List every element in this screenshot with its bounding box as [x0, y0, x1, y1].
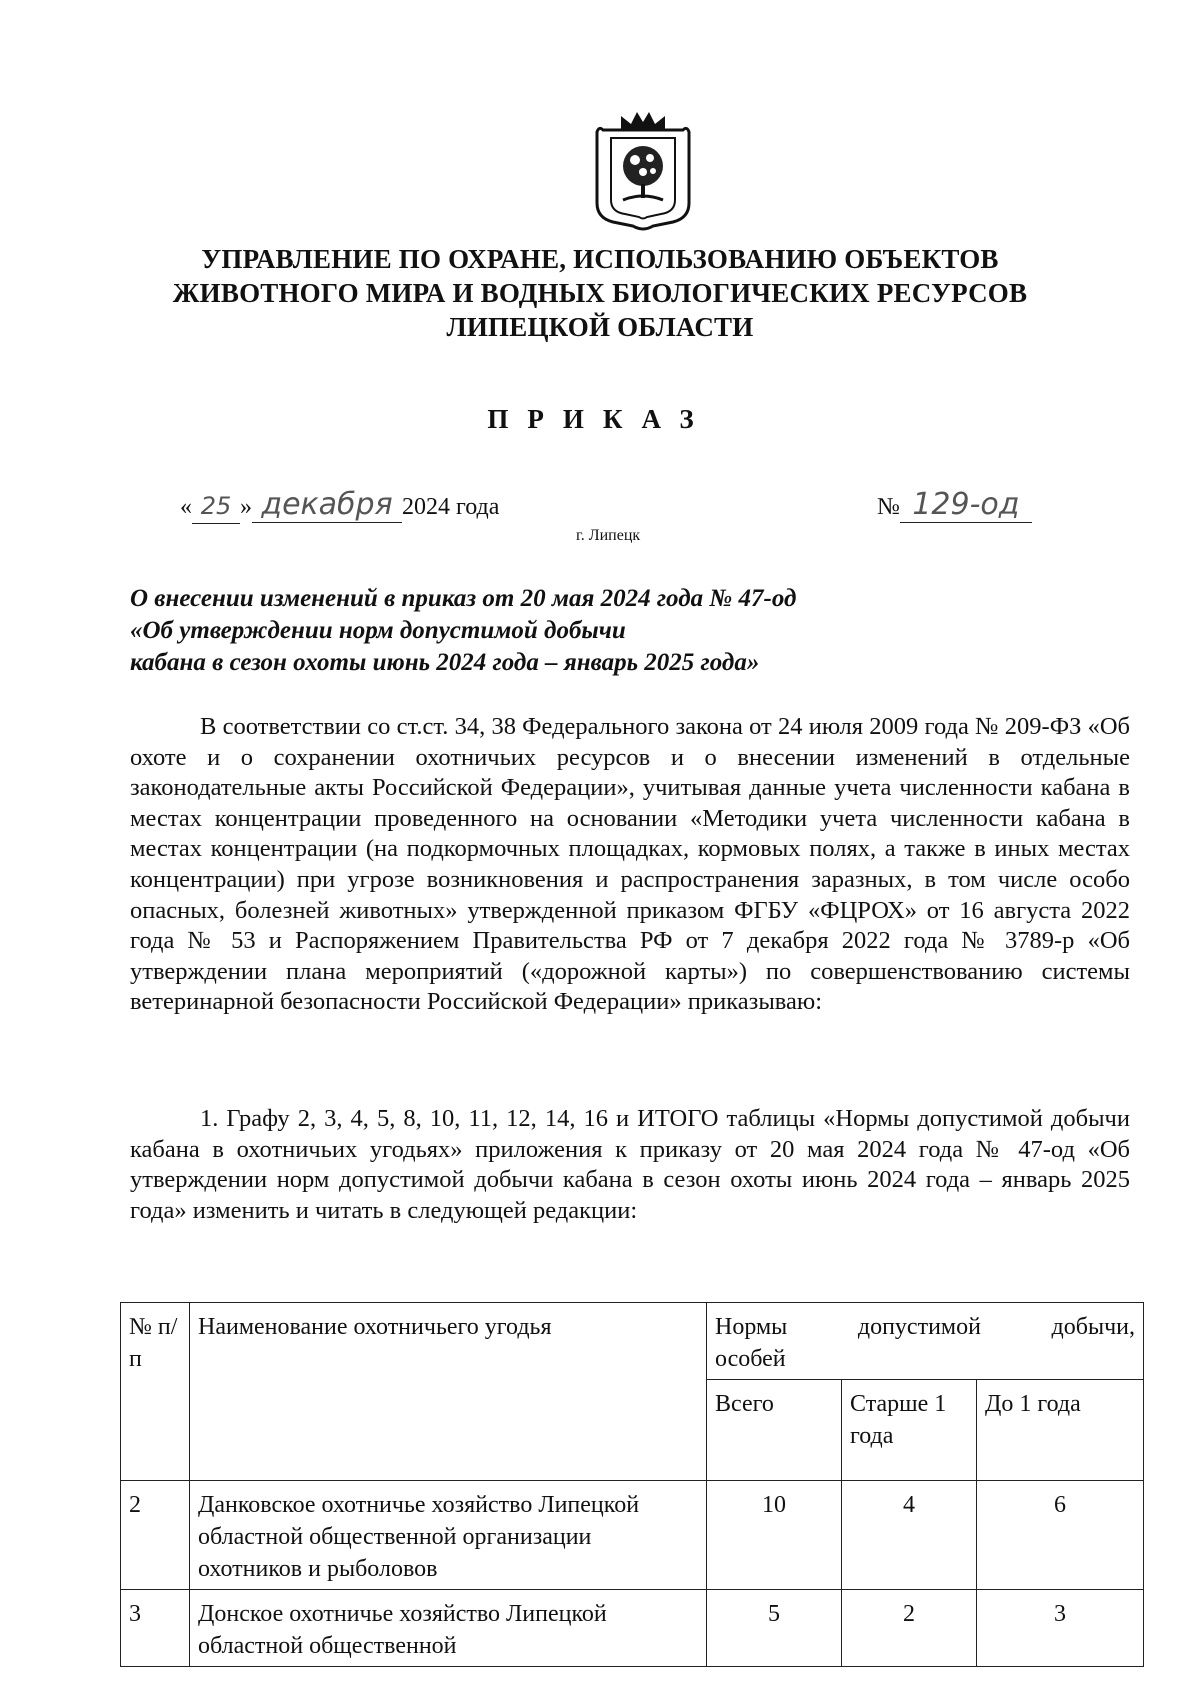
date-day: 25	[192, 489, 240, 524]
header-name: Наименование охотничьего угодья	[190, 1303, 707, 1481]
city: г. Липецк	[576, 527, 641, 544]
quote-open: «	[180, 494, 192, 520]
row-name: Донское охотничье хозяйство Липецкой областной общественной	[190, 1590, 707, 1667]
table-header-row	[121, 1303, 1144, 1380]
preamble-paragraph: В соответствии со ст.ст. 34, 38 Федерального закона от 24 июля 2009 года № 209-ФЗ «Об охоте и о сохранении охотничьих ресурсов и о внесении изменений в отдельные законодательные акты Российской Федерации», учитывая данные учета численности кабана в местах концентрации проведенного на основании «Методики учета численности кабана в местах концентрации (на подкормочных площадках, кормовых полях, а также в иных местах концентрации) при угрозе возникновения и распространения заразных, в том числе особо опасных, болезней животных» утвержденной приказом ФГБУ «ФЦРОХ» от 16 августа 2022 года № 53 и Распоряжением Правительства РФ от 7 декабря 2022 года № 3789-р «Об утверждении плана мероприятий («дорожной карты») по совершенствованию системы ветеринарной безопасности Российской Федерации» приказываю:	[130, 713, 1130, 1016]
header-norms-line-2: особей	[715, 1346, 786, 1372]
row-older: 2	[842, 1590, 977, 1667]
coat-of-arms-emblem	[593, 108, 693, 233]
date-month: декабря	[252, 488, 402, 523]
date-year: 2024 года	[402, 494, 500, 520]
header-norms	[707, 1303, 1144, 1380]
row-young: 6	[977, 1481, 1144, 1590]
order-date	[180, 488, 499, 524]
header-young: До 1 года	[977, 1380, 1144, 1481]
header-older: Старше 1 года	[842, 1380, 977, 1481]
header-norms-line-1: Нормы допустимой добычи,	[715, 1314, 1135, 1340]
number-label: №	[877, 494, 900, 520]
item-1-paragraph: 1. Графу 2, 3, 4, 5, 8, 10, 11, 12, 14, 16 и ИТОГО таблицы «Нормы допустимой добычи кабана в охотничьих угодьях» приложения к приказу от 20 мая 2024 года № 47-од «Об утверждении норм допустимой добычи кабана в сезон охоты июнь 2024 года – январь 2025 года» изменить и читать в следующей редакции:	[130, 1105, 1130, 1224]
quote-close: »	[240, 494, 252, 520]
header-all: Всего	[707, 1380, 842, 1481]
row-older: 4	[842, 1481, 977, 1590]
order-number	[877, 488, 1032, 523]
row-all: 5	[707, 1590, 842, 1667]
subject-line-1: О внесении изменений в приказ от 20 мая 2024 года № 47-од	[130, 585, 797, 612]
row-num: 2	[121, 1481, 190, 1590]
subject-line-3: кабана в сезон охоты июнь 2024 года – январь 2025 года»	[130, 649, 760, 676]
row-num: 3	[121, 1590, 190, 1667]
org-line-2: ЖИВОТНОГО МИРА И ВОДНЫХ БИОЛОГИЧЕСКИХ РЕСУРСОВ	[172, 278, 1028, 308]
organization-name	[0, 242, 1200, 344]
document-type-title: ПРИКАЗ	[487, 404, 713, 434]
order-subject	[130, 583, 796, 679]
table-row	[121, 1590, 1144, 1667]
norms-table	[120, 1302, 1144, 1667]
org-line-1: УПРАВЛЕНИЕ ПО ОХРАНЕ, ИСПОЛЬЗОВАНИЮ ОБЪЕКТОВ	[201, 244, 999, 274]
row-young: 3	[977, 1590, 1144, 1667]
row-name: Данковское охотничье хозяйство Липецкой областной общественной организации охотников и рыболовов	[190, 1481, 707, 1590]
subject-line-2: «Об утверждении норм допустимой добычи	[130, 617, 626, 644]
org-line-3: ЛИПЕЦКОЙ ОБЛАСТИ	[446, 312, 754, 342]
header-num: № п/п	[121, 1303, 190, 1481]
number-value: 129-од	[900, 488, 1032, 523]
table-row	[121, 1481, 1144, 1590]
row-all: 10	[707, 1481, 842, 1590]
